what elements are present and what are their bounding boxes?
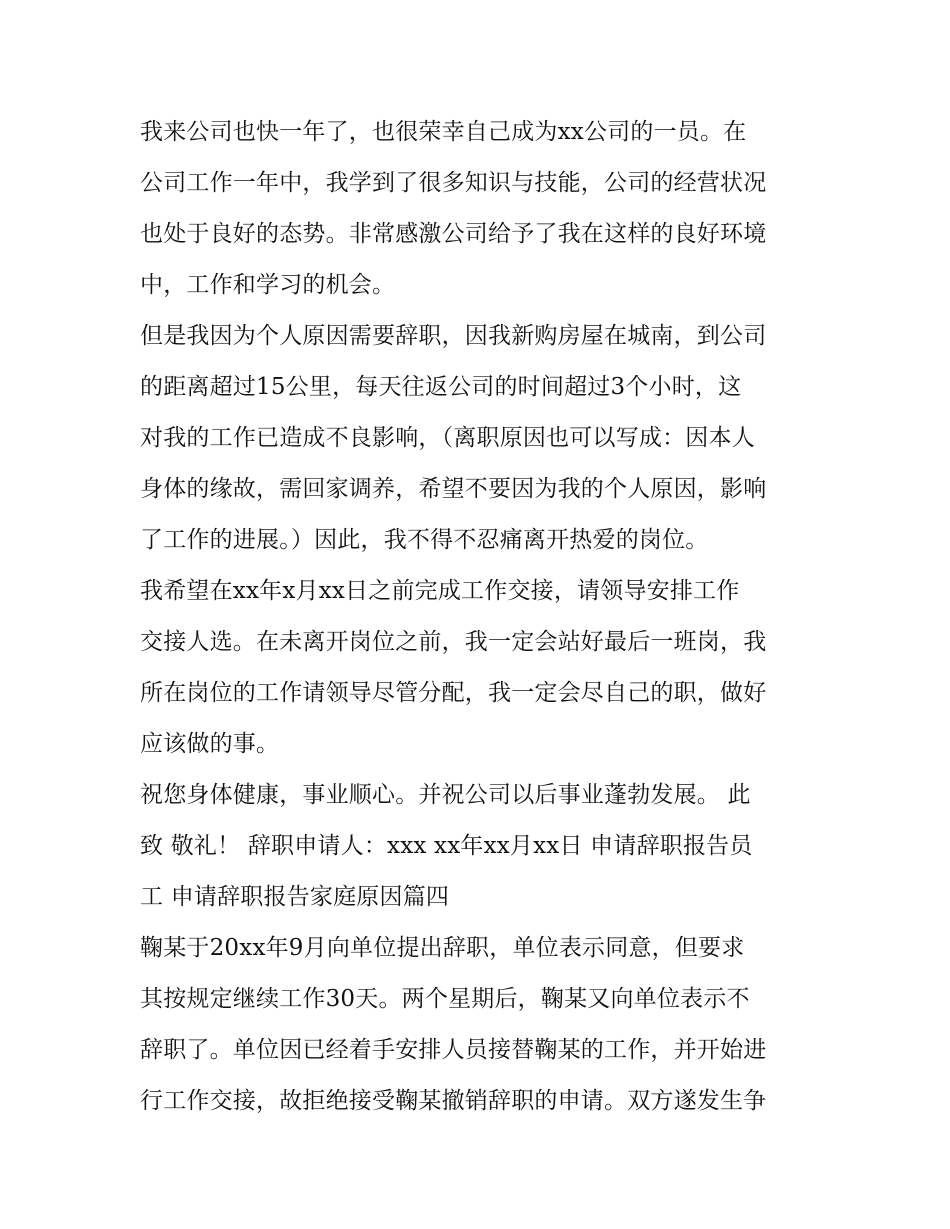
text-line: 的距离超过15公里，每天往返公司的时间超过3个小时，这 — [140, 374, 742, 400]
text-line: 但是我因为个人原因需要辞职，因我新购房屋在城南，到公司 — [140, 323, 767, 349]
text-line: 对我的工作已造成不良影响，（离职原因也可以写成：因本人 — [140, 425, 755, 451]
text-line: 所在岗位的工作请领导尽管分配，我一定会尽自己的职，做好 — [140, 680, 767, 706]
text-line: 中，工作和学习的机会。 — [140, 272, 396, 298]
text-line: 交接人选。在未离开岗位之前，我一定会站好最后一班岗，我 — [140, 629, 767, 655]
document-body — [140, 107, 820, 1127]
text-line: 身体的缘故，需回家调养，希望不要因为我的个人原因，影响 — [140, 476, 767, 502]
text-line: 致 敬礼！ 辞职申请人：xxx xx年xx月xx日 申请辞职报告员 — [140, 833, 753, 859]
text-line: 我来公司也快一年了，也很荣幸自己成为xx公司的一员。在 — [140, 119, 747, 145]
text-line: 公司工作一年中，我学到了很多知识与技能，公司的经营状况 — [140, 170, 767, 196]
text-line: 应该做的事。 — [140, 731, 280, 757]
text-line: 工 申请辞职报告家庭原因篇四 — [140, 884, 450, 910]
text-line: 辞职了。单位因已经着手安排人员接替鞠某的工作，并开始进 — [140, 1037, 767, 1063]
text-line: 行工作交接，故拒绝接受鞠某撤销辞职的申请。双方遂发生争 — [140, 1088, 767, 1114]
text-line: 鞠某于20xx年9月向单位提出辞职，单位表示同意，但要求 — [140, 935, 745, 961]
text-line: 也处于良好的态势。非常感激公司给予了我在这样的良好环境 — [140, 221, 767, 247]
text-line: 祝您身体健康，事业顺心。并祝公司以后事业蓬勃发展。 此 — [140, 782, 751, 808]
text-line: 其按规定继续工作30天。两个星期后，鞠某又向单位表示不 — [140, 986, 750, 1012]
text-line: 我希望在xx年x月xx日之前完成工作交接，请领导安排工作 — [140, 578, 740, 604]
text-line: 了工作的进展。）因此，我不得不忍痛离开热爱的岗位。 — [140, 527, 709, 553]
